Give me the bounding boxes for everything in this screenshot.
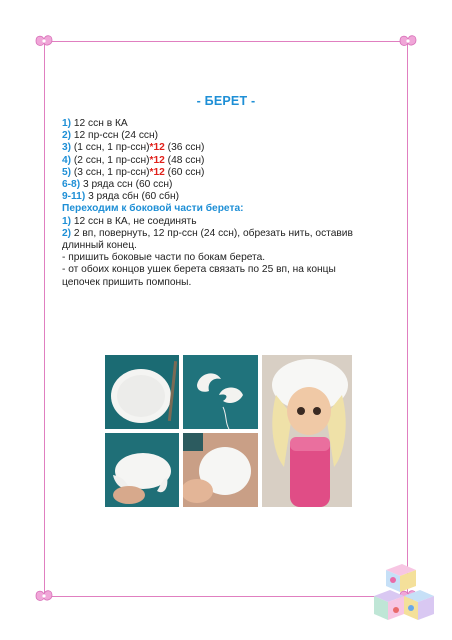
corner-ornament-bottom-left xyxy=(32,586,58,606)
photo-beret-assembled xyxy=(105,433,179,507)
step-total: (36 ссн) xyxy=(164,142,205,154)
step-line xyxy=(62,191,392,203)
pattern-instructions xyxy=(62,118,392,289)
note-line: - пришить боковые части по бокам берета. xyxy=(62,252,266,264)
step-total: (60 ссн) xyxy=(164,166,205,178)
step-number: 9-11) xyxy=(62,191,86,203)
side-step-line xyxy=(62,228,392,240)
step-line xyxy=(62,142,392,154)
page-title: - БЕРЕТ - xyxy=(196,94,256,108)
note-line: длинный конец. xyxy=(62,240,137,252)
step-text: (1 ссн, 1 пр-ссн) xyxy=(71,142,150,154)
corner-ornament-top-left xyxy=(32,31,58,51)
step-text: 12 пр-ссн (24 ссн) xyxy=(71,130,159,142)
frame-bottom-line xyxy=(44,596,408,597)
step-line xyxy=(62,130,392,142)
step-number: 6-8) xyxy=(62,179,81,191)
frame-right-line xyxy=(407,41,408,597)
step-text: (2 ссн, 1 пр-ссн) xyxy=(71,154,150,166)
step-number: 2) xyxy=(62,227,72,239)
step-line xyxy=(62,179,392,191)
step-line xyxy=(62,118,392,130)
side-section-heading: Переходим к боковой части берета: xyxy=(62,203,244,215)
photo-beret-circle xyxy=(105,355,179,429)
corner-ornament-top-right xyxy=(394,31,420,51)
note-line: цепочек пришить помпоны. xyxy=(62,276,192,288)
note-line: - от обоих концов ушек берета связать по 25 вп, на концы xyxy=(62,264,336,276)
step-number: 2) xyxy=(62,130,72,142)
step-line xyxy=(62,167,392,179)
step-number: 1) xyxy=(62,215,72,227)
step-multiplier: *12 xyxy=(149,166,165,178)
photo-side-parts xyxy=(183,355,258,429)
step-total: (48 ссн) xyxy=(164,154,205,166)
photo-collage xyxy=(105,355,352,507)
side-step-line xyxy=(62,216,392,228)
step-text: 3 ряда сбн (60 сбн) xyxy=(85,191,179,203)
step-text: 3 ряда ссн (60 ссн) xyxy=(80,179,173,191)
step-text: 12 ссн в КА xyxy=(71,118,128,129)
step-multiplier: *12 xyxy=(149,142,165,154)
step-text: 2 вп, повернуть, 12 пр-ссн (24 ссн), обрезать нить, оставив xyxy=(71,227,353,239)
step-number: 4) xyxy=(62,154,72,166)
toy-blocks-icon xyxy=(372,562,438,628)
step-line xyxy=(62,155,392,167)
frame-left-line xyxy=(44,41,45,597)
step-multiplier: *12 xyxy=(149,154,165,166)
frame-top-line xyxy=(44,41,408,42)
photo-sewing-hands xyxy=(183,433,258,507)
photo-doll-with-beret xyxy=(262,355,352,507)
step-text: 12 ссн в КА, не соединять xyxy=(71,215,197,227)
step-number: 3) xyxy=(62,142,72,154)
step-text: (3 ссн, 1 пр-ссн) xyxy=(71,166,150,178)
step-number: 1) xyxy=(62,118,72,129)
step-number: 5) xyxy=(62,166,72,178)
